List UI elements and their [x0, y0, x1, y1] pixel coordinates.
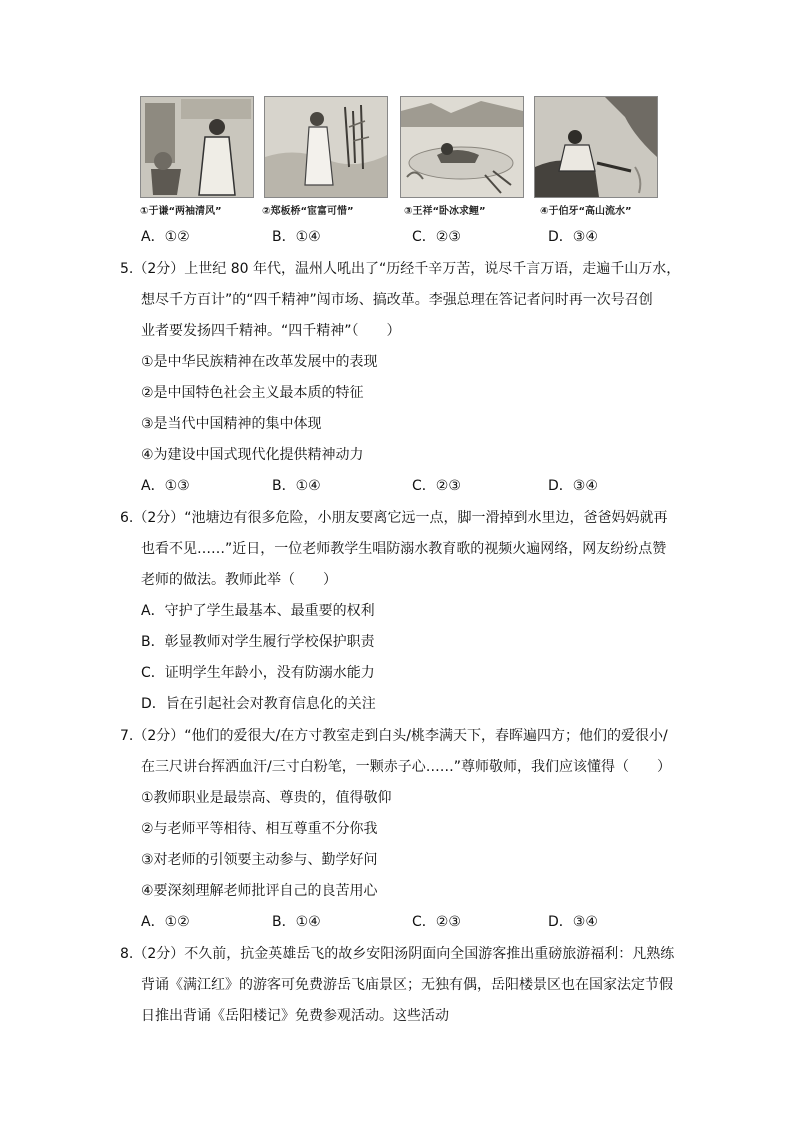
q5-item-3: ③是当代中国精神的集中体现	[141, 416, 322, 432]
q7-item-2: ②与老师平等相待、相互尊重不分你我	[141, 821, 378, 837]
figure-illustration-3	[401, 97, 523, 197]
q8-stem-line-1: 8.（2分）不久前，抗金英雄岳飞的故乡安阳汤阴面向全国游客推出重磅旅游福利：凡熟练	[120, 946, 675, 962]
image-caption-2: ②郑板桥“宦富可惜”	[262, 206, 354, 217]
q7-option-a[interactable]: A．①②	[141, 914, 190, 930]
q4-option-a[interactable]: A．①②	[141, 229, 190, 245]
q5-item-4: ④为建设中国式现代化提供精神动力	[141, 447, 364, 463]
figure-illustration-2	[265, 97, 387, 197]
q6-option-c[interactable]: C．证明学生年龄小，没有防溺水能力	[141, 665, 375, 681]
q7-item-3: ③对老师的引领要主动参与、勤学好问	[141, 852, 378, 868]
image-caption-3: ③王祥“卧冰求鲤”	[404, 206, 486, 217]
image-caption-1: ①于谦“两袖清风”	[140, 206, 222, 217]
q8-stem-line-2: 背诵《满江红》的游客可免费游岳飞庙景区；无独有偶，岳阳楼景区也在国家法定节假	[141, 977, 673, 993]
image-wang-xiang	[400, 96, 524, 198]
image-yu-boya	[534, 96, 658, 198]
q5-option-b[interactable]: B．①④	[272, 478, 321, 494]
q4-option-b[interactable]: B．①④	[272, 229, 321, 245]
q4-option-c[interactable]: C．②③	[412, 229, 461, 245]
q6-option-a[interactable]: A．守护了学生最基本、最重要的权利	[141, 603, 375, 619]
q5-option-a[interactable]: A．①③	[141, 478, 190, 494]
q5-option-c[interactable]: C．②③	[412, 478, 461, 494]
q5-stem-line-3: 业者要发扬四千精神。“四千精神”（ ）	[141, 323, 401, 339]
image-caption-4: ④于伯牙“高山流水”	[540, 206, 632, 217]
q5-stem-line-2: 想尽千方百计”的“四千精神”闯市场、搞改革。李强总理在答记者问时再一次号召创	[141, 292, 653, 308]
q7-stem-line-1: 7.（2分）“他们的爱很大/在方寸教室走到白头/桃李满天下，春晖遍四方；他们的爱很小/	[120, 728, 668, 744]
q5-option-d[interactable]: D．③④	[548, 478, 598, 494]
q5-item-1: ①是中华民族精神在改革发展中的表现	[141, 354, 378, 370]
q6-stem-line-2: 也看不见……”近日，一位老师教学生唱防溺水教育歌的视频火遍网络，网友纷纷点赞	[141, 541, 667, 557]
q7-item-4: ④要深刻理解老师批评自己的良苦用心	[141, 883, 378, 899]
figure-illustration-4	[535, 97, 657, 197]
image-zheng-banqiao	[264, 96, 388, 198]
q7-option-c[interactable]: C．②③	[412, 914, 461, 930]
q7-item-1: ①教师职业是最崇高、尊贵的，值得敬仰	[141, 790, 392, 806]
illustration-row	[140, 96, 660, 218]
q7-stem-line-2: 在三尺讲台挥洒血汗/三寸白粉笔，一颗赤子心……”尊师敬师，我们应该懂得（ ）	[141, 759, 671, 775]
q7-option-b[interactable]: B．①④	[272, 914, 321, 930]
q4-option-d[interactable]: D．③④	[548, 229, 598, 245]
image-yu-qian	[140, 96, 254, 198]
q5-stem-line-1: 5.（2分）上世纪 80 年代，温州人吼出了“历经千辛万苦，说尽千言万语，走遍千山万水，	[120, 261, 681, 277]
figure-illustration-1	[141, 97, 253, 197]
q6-option-d[interactable]: D．旨在引起社会对教育信息化的关注	[141, 696, 376, 712]
q6-stem-line-3: 老师的做法。教师此举（ ）	[141, 572, 337, 588]
q7-option-d[interactable]: D．③④	[548, 914, 598, 930]
q6-stem-line-1: 6.（2分）“池塘边有很多危险，小朋友要离它远一点，脚一滑掉到水里边，爸爸妈妈就再	[120, 510, 668, 526]
q5-item-2: ②是中国特色社会主义最本质的特征	[141, 385, 364, 401]
q6-option-b[interactable]: B．彰显教师对学生履行学校保护职责	[141, 634, 375, 650]
q8-stem-line-3: 日推出背诵《岳阳楼记》免费参观活动。这些活动	[141, 1008, 449, 1024]
